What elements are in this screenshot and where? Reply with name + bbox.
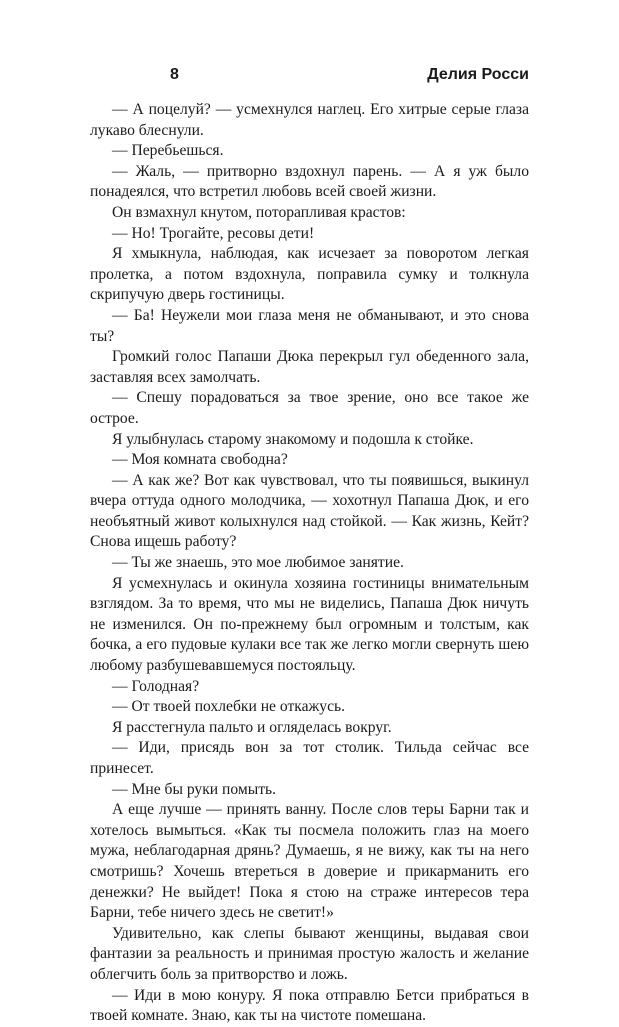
paragraph: — Иди, присядь вон за тот столик. Тильда сейчас все принесет. <box>90 739 529 777</box>
paragraph: — Ты же знаешь, это мое любимое занятие. <box>112 554 404 572</box>
paragraph: — От твоей похлебки не откажусь. <box>112 698 346 716</box>
paragraph: — Моя комната свободна? <box>112 451 288 469</box>
paragraph: — Ба! Неужели мои глаза меня не обманывают, и это снова ты? <box>90 306 529 345</box>
paragraph: Я улыбнулась старому знакомому и подошла к стойке. <box>112 430 474 448</box>
paragraph: Я хмыкнула, наблюдая, как исчезает за поворотом легкая пролетка, а потом вздохнула, поправила сумку и толкнула скрипучую дверь гостиницы. <box>90 245 529 304</box>
paragraph: А еще лучше — принять ванну. После слов теры Барни так и хотелось вымыться. «Как ты посмела положить глаз на моего мужа, неблагодарная дрянь? Думаешь, я не вижу, как ты на него смотришь? Хочешь втереться в доверие и прикарманить его денежки? Не выйдет! Пока я стою на страже интересов тера Барни, тебе ничего здесь не светит!» <box>90 801 529 922</box>
paragraph: — Мне бы руки помыть. <box>112 780 277 798</box>
paragraph: — Спешу порадоваться за твое зрение, оно все такое же острое. <box>90 389 529 427</box>
paragraph: Он взмахнул кнутом, поторапливая крастов: <box>112 203 406 221</box>
paragraph: Громкий голос Папаши Дюка перекрыл гул обеденного зала, заставляя всех замолчать. <box>90 348 529 386</box>
paragraph: — Перебьешься. <box>112 142 224 160</box>
page-number: 8 <box>170 66 179 83</box>
paragraph: Я усмехнулась и окинула хозяина гостиницы внимательным взглядом. За то время, что мы не виделись, Папаша Дюк ничуть не изменился. Он по-прежнему был огромным и толстым, как бочка, а его пудовые кулаки все так же легко могли свернуть шею любому разбушевавшемуся постояльцу. <box>90 574 529 675</box>
paragraph: — Голодная? <box>112 677 200 695</box>
running-header <box>90 66 529 88</box>
paragraph: — Но! Трогайте, ресовы дети! <box>112 224 315 242</box>
body-text <box>90 100 529 1027</box>
author-name: Делия Росси <box>427 66 529 83</box>
paragraph: — А как же? Вот как чувствовал, что ты появишься, выкинул вчера оттуда одного молодчика, — хохотнул Папаша Дюк, и его необъятный живот колыхнулся над стойкой. — Как жизнь, Кейт? Снова ищешь работу? <box>90 471 529 551</box>
paragraph: Удивительно, как слепы бывают женщины, выдавая свои фантазии за реальность и принимая простую жалость и желание облегчить боль за притворство и ложь. <box>90 924 529 983</box>
paragraph: — Иди в мою конуру. Я пока отправлю Бетси прибраться в твоей комнате. Знаю, как ты на чистоте помешана. <box>90 986 529 1025</box>
paragraph: Я расстегнула пальто и огляделась вокруг. <box>112 718 392 736</box>
paragraph: — Жаль, — притворно вздохнул парень. — А я уж было понадеялся, что встретил любовь всей своей жизни. <box>90 162 529 201</box>
paragraph: — А поцелуй? — усмехнулся наглец. Его хитрые серые глаза лукаво блеснули. <box>90 101 529 139</box>
